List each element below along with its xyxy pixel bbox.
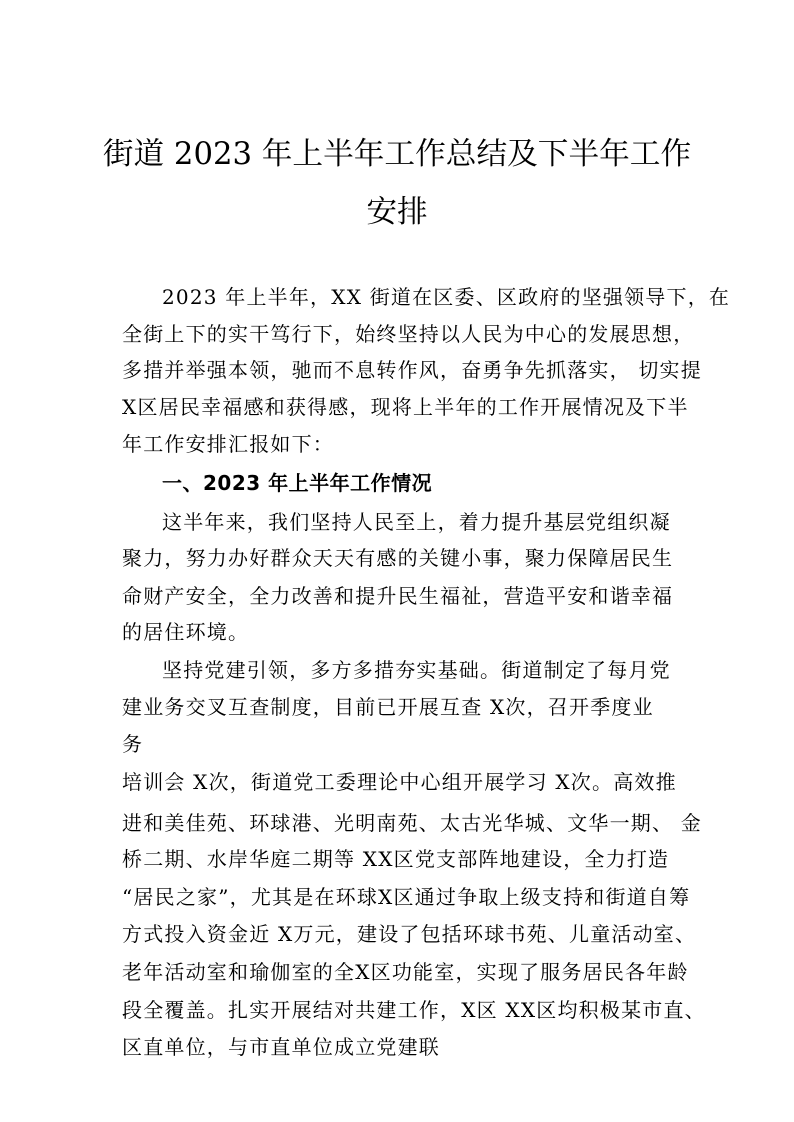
paragraph-line: 坚持党建引领，多方多措夯实基础。街道制定了每月党 xyxy=(162,658,671,682)
document-title-line-1: 街道 2023 年上半年工作总结及下半年工作 xyxy=(102,137,692,172)
paragraph-line: 区直单位，与市直单位成立党建联 xyxy=(122,1035,440,1059)
paragraph-line: 聚力，努力办好群众天天有感的关键小事，聚力保障居民生 xyxy=(122,546,674,570)
paragraph-line: 全街上下的实干笃行下，始终坚持以人民为中心的发展思想， xyxy=(122,322,695,346)
paragraph-line: 进和美佳苑、环球港、光明南苑、太古光华城、文华一期、 金 xyxy=(122,811,702,835)
paragraph-line: 桥二期、水岸华庭二期等 XX区党支部阵地建设，全力打造 xyxy=(122,847,670,871)
document-title-line-2: 安排 xyxy=(366,195,428,230)
paragraph-line: “居民之家”，尤其是在环球X区通过争取上级支持和街道自筹 xyxy=(122,885,691,909)
paragraph-line: 年工作安排汇报如下： xyxy=(122,432,334,456)
paragraph-line: 务 xyxy=(122,732,144,756)
paragraph-line: 2023 年上半年，XX 街道在区委、区政府的坚强领导下，在 xyxy=(162,285,731,309)
paragraph-line: 建业务交叉互查制度，目前已开展互查 X次，召开季度业 xyxy=(122,695,654,719)
paragraph-line: X区居民幸福感和获得感，现将上半年的工作开展情况及下半 xyxy=(122,395,689,419)
paragraph-line: 的居住环境。 xyxy=(122,620,250,644)
paragraph-line: 培训会 X次，街道党工委理论中心组开展学习 X次。高效推 xyxy=(122,770,677,794)
paragraph-line: 多措并举强本领，驰而不息转作风，奋勇争先抓落实， 切实提 xyxy=(122,358,702,382)
paragraph-line: 这半年来，我们坚持人民至上，着力提升基层党组织凝 xyxy=(162,510,671,534)
paragraph-line: 段全覆盖。扎实开展结对共建工作，X区 XX区均积极某市直、 xyxy=(122,998,706,1022)
paragraph-line: 老年活动室和瑜伽室的全X区功能室，实现了服务居民各年龄 xyxy=(122,960,689,984)
section-heading: 一、2023 年上半年工作情况 xyxy=(162,471,433,495)
paragraph-line: 命财产安全，全力改善和提升民生福祉，营造平安和谐幸福 xyxy=(122,584,674,608)
paragraph-line: 方式投入资金近 X万元，建设了包括环球书苑、儿童活动室、 xyxy=(122,922,697,946)
